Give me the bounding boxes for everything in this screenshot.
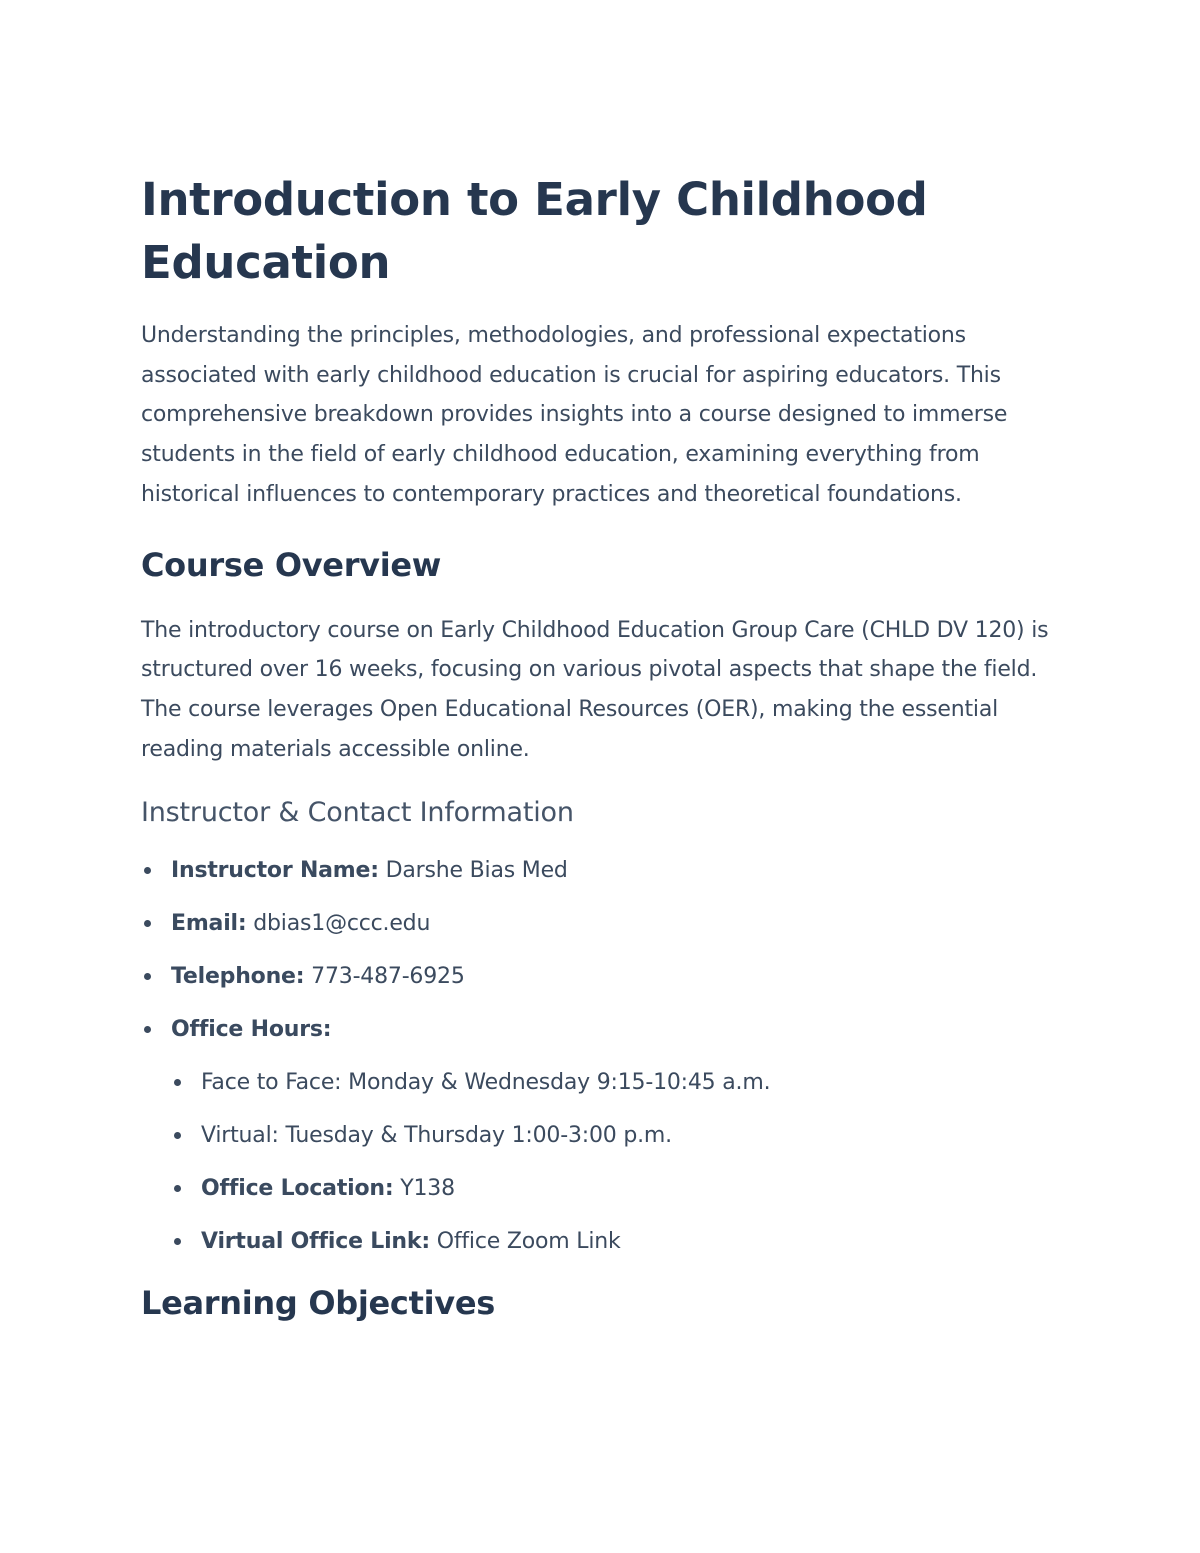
virtual-office-link[interactable]: Office Zoom Link: [436, 1229, 621, 1255]
virtual-office-link-label: Virtual Office Link:: [201, 1229, 430, 1255]
course-overview-paragraph: The introductory course on Early Childhood Education Group Care (CHLD DV 120) is structured over 16 weeks, focusing on various pivotal aspects that shape the field. The course leverages Open Educational Resources (OER), making the essential reading materials accessible online.: [141, 617, 1049, 762]
document-title: Introduction to Early Childhood Education: [141, 173, 928, 289]
email-label: Email:: [171, 911, 247, 937]
instructor-name-value: Darshe Bias Med: [385, 858, 568, 884]
list-item-telephone: [141, 961, 1051, 992]
learning-objectives-heading: Learning Objectives: [141, 1284, 495, 1323]
instructor-name-label: Instructor Name:: [171, 858, 379, 884]
list-item-instructor-name: [141, 855, 1051, 886]
office-location-label: Office Location:: [201, 1176, 394, 1202]
bullet-icon: [174, 1079, 181, 1086]
list-item-virtual-hours: [171, 1120, 1051, 1151]
office-hours-label: Office Hours:: [171, 1017, 332, 1043]
list-item-office-hours: [141, 1014, 1051, 1257]
bullet-icon: [144, 973, 151, 980]
list-item-virtual-office-link: [171, 1226, 1051, 1257]
instructor-contact-heading: Instructor & Contact Information: [141, 797, 574, 829]
bullet-icon: [144, 920, 151, 927]
list-item-face-to-face: [171, 1067, 1051, 1098]
document-page: [141, 168, 1051, 1325]
contact-list: [141, 855, 1051, 1257]
email-value: dbias1@ccc.edu: [253, 911, 431, 937]
bullet-icon: [144, 1026, 151, 1033]
intro-paragraph: Understanding the principles, methodologies, and professional expectations associated with early childhood education is crucial for aspiring educators. This comprehensive breakdown provides insights into a course designed to immerse students in the field of early childhood education, examining everything from historical influences to contemporary practices and theoretical foundations.: [141, 323, 1008, 507]
course-overview-heading: Course Overview: [141, 545, 442, 584]
telephone-label: Telephone:: [171, 964, 305, 990]
list-item-email: [141, 908, 1051, 939]
office-hours-sublist: [171, 1067, 1051, 1257]
bullet-icon: [174, 1132, 181, 1139]
bullet-icon: [174, 1238, 181, 1245]
office-location-value: Y138: [400, 1176, 455, 1202]
bullet-icon: [144, 867, 151, 874]
virtual-hours: Virtual: Tuesday & Thursday 1:00-3:00 p.m.: [201, 1123, 672, 1149]
bullet-icon: [174, 1185, 181, 1192]
telephone-value: 773-487-6925: [311, 964, 465, 990]
face-to-face-hours: Face to Face: Monday & Wednesday 9:15-10:45 a.m.: [201, 1070, 771, 1096]
list-item-office-location: [171, 1173, 1051, 1204]
